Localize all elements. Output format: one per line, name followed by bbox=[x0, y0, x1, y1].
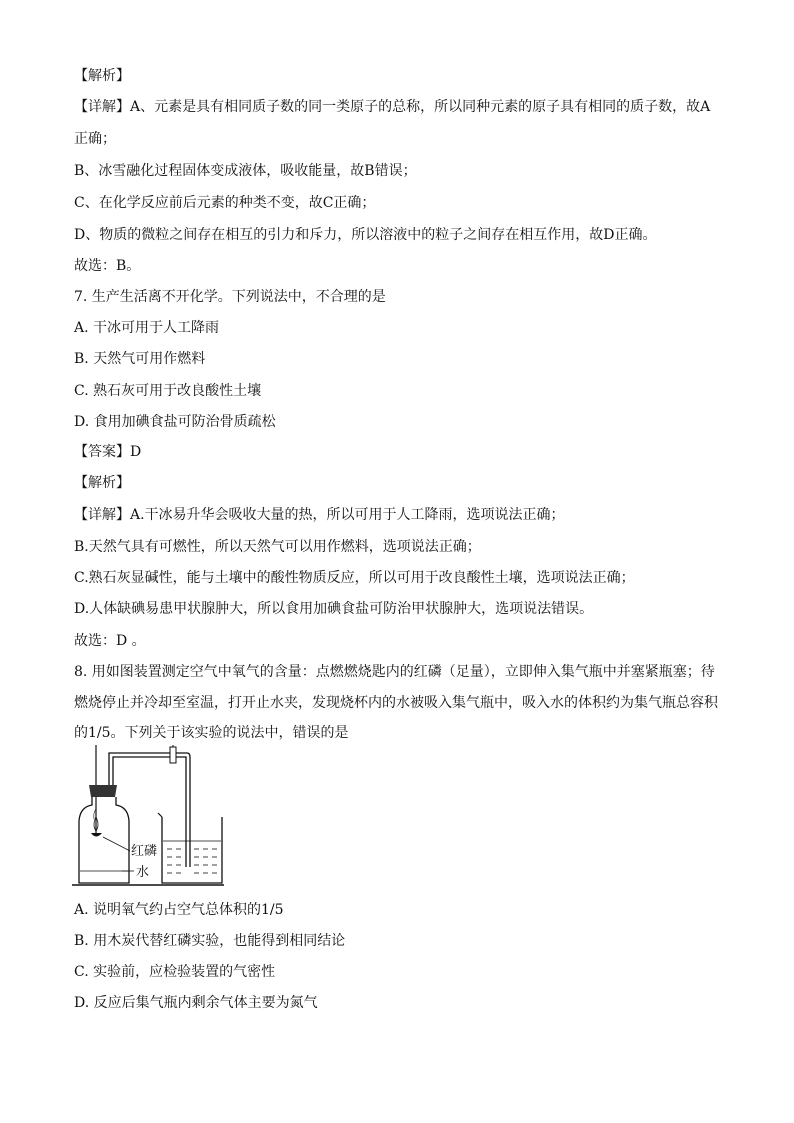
answer-choice-line: 故选：D 。 bbox=[74, 633, 146, 649]
question-8-stem: 8. 用如图装置测定空气中氧气的含量：点燃燃烧匙内的红磷（足量），立即伸入集气瓶中并塞紧瓶塞；待 bbox=[74, 664, 715, 680]
explanation-line: D.人体缺碘易患甲状腺肿大，所以食用加碘食盐可防治甲状腺肿大，选项说法错误。 bbox=[74, 601, 594, 617]
question-7-option: B. 天然气可用作燃料 bbox=[74, 351, 206, 367]
answer-choice-line: 故选：B。 bbox=[74, 258, 141, 274]
explanation-line: D、物质的微粒之间存在相互的引力和斥力，所以溶液中的粒子之间存在相互作用，故D正确。 bbox=[74, 227, 657, 243]
label-water: 水 bbox=[136, 865, 150, 880]
rubber-stopper bbox=[89, 785, 117, 797]
question-7-stem: 7. 生产生活离不开化学。下列说法中，不合理的是 bbox=[74, 289, 386, 305]
experiment-apparatus-diagram bbox=[72, 745, 232, 890]
question-8-option: C. 实验前，应检验装置的气密性 bbox=[74, 964, 276, 980]
question-8-stem: 燃烧停止并冷却至室温，打开止水夹，发现烧杯内的水被吸入集气瓶中，吸入水的体积约为集气瓶总容积 bbox=[74, 695, 718, 711]
explanation-line: C.熟石灰显碱性，能与土壤中的酸性物质反应，所以可用于改良酸性土壤，选项说法正确； bbox=[74, 570, 635, 586]
question-7-option: C. 熟石灰可用于改良酸性土壤 bbox=[74, 383, 262, 399]
combustion-spoon bbox=[91, 833, 102, 837]
explanation-line: C、在化学反应前后元素的种类不变，故C正确； bbox=[74, 195, 376, 211]
explanation-line: B.天然气具有可燃性，所以天然气可以用作燃料，选项说法正确； bbox=[74, 539, 481, 555]
gas-collecting-bottle bbox=[79, 797, 129, 883]
explanation-line: 【详解】A、元素是具有相同质子数的同一类原子的总称，所以同种元素的原子具有相同的质子数，故A bbox=[74, 99, 711, 115]
analysis-heading: 【解析】 bbox=[74, 68, 130, 84]
question-7-option: D. 食用加碘食盐可防治骨质疏松 bbox=[74, 414, 276, 430]
answer-label: 【答案】D bbox=[74, 444, 142, 460]
question-8-option: A. 说明氧气约占空气总体积的1/5 bbox=[74, 902, 284, 918]
analysis-heading: 【解析】 bbox=[74, 475, 130, 491]
explanation-line: B、冰雪融化过程固体变成液体，吸收能量，故B错误； bbox=[74, 163, 417, 179]
spring-clamp bbox=[170, 747, 176, 763]
beaker-water bbox=[163, 841, 221, 873]
question-8-option: D. 反应后集气瓶内剩余气体主要为氮气 bbox=[74, 995, 318, 1011]
question-7-option: A. 干冰可用于人工降雨 bbox=[74, 320, 220, 336]
explanation-line: 正确； bbox=[74, 131, 116, 147]
question-8-option: B. 用木炭代替红磷实验，也能得到相同结论 bbox=[74, 933, 346, 949]
question-8-stem: 的1/5。下列关于该实验的说法中，错误的是 bbox=[74, 725, 349, 741]
explanation-line: 【详解】A.干冰易升华会吸收大量的热，所以可用于人工降雨，选项说法正确； bbox=[74, 507, 565, 523]
label-red-phosphorus: 红磷 bbox=[131, 844, 158, 859]
